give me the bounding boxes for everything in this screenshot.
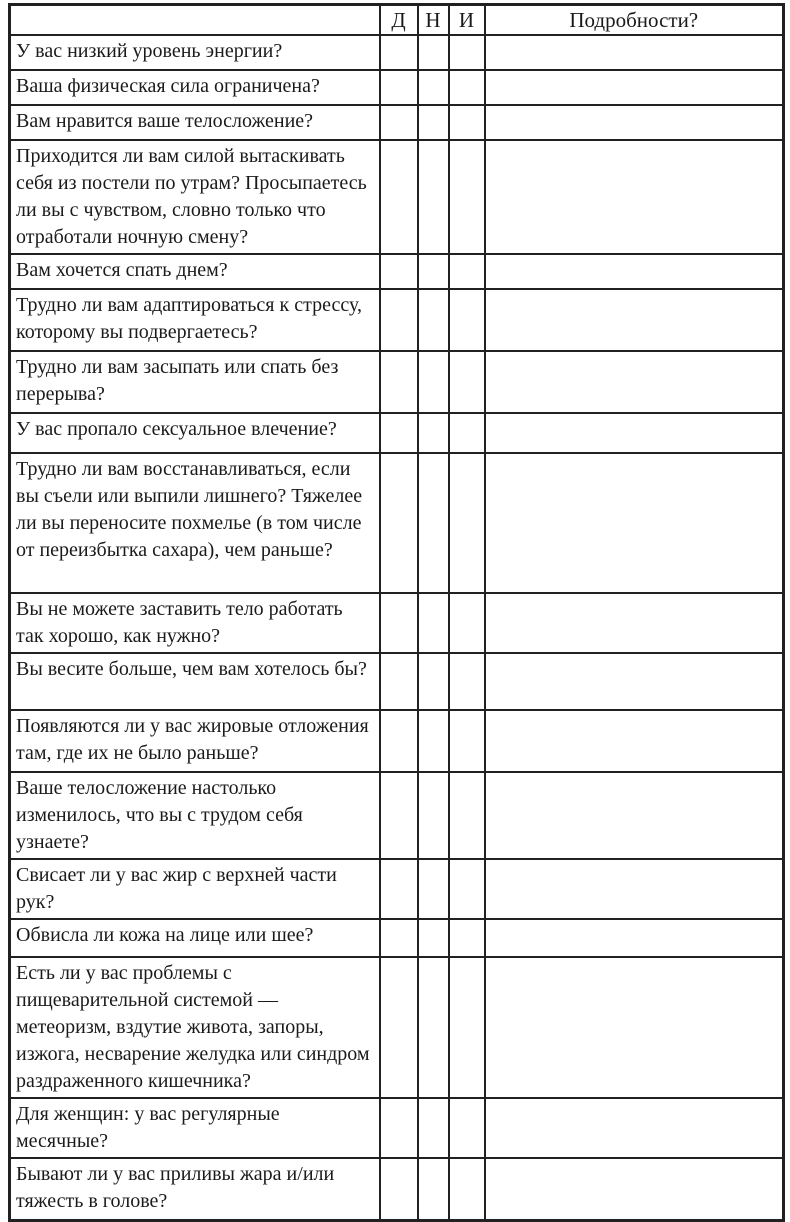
details-cell [485,957,784,1098]
question-cell: Свисает ли у вас жир с верхней части рук? [10,859,380,919]
details-cell [485,351,784,413]
yes-cell [380,254,418,289]
yes-cell [380,772,418,859]
question-cell: Ваша физическая сила ограничена? [10,70,380,105]
details-cell [485,1098,784,1158]
no-cell [418,593,449,653]
header-col-no: Н [418,5,449,36]
no-cell [418,859,449,919]
sometimes-cell [449,653,485,710]
yes-cell [380,140,418,254]
no-cell [418,772,449,859]
no-cell [418,1158,449,1220]
sometimes-cell [449,1158,485,1220]
sometimes-cell [449,35,485,70]
question-cell: Появляются ли у вас жировые отложения там, где их не было раньше? [10,710,380,772]
details-cell [485,593,784,653]
yes-cell [380,289,418,351]
table-row [10,453,784,593]
yes-cell [380,453,418,593]
details-cell [485,140,784,254]
sometimes-cell [449,254,485,289]
table-row [10,957,784,1098]
table-row [10,772,784,859]
sometimes-cell [449,289,485,351]
yes-cell [380,105,418,140]
table-row [10,413,784,453]
header-row [10,5,784,36]
no-cell [418,653,449,710]
table-row [10,351,784,413]
question-cell: Для женщин: у вас регулярные месячные? [10,1098,380,1158]
yes-cell [380,1158,418,1220]
yes-cell [380,351,418,413]
yes-cell [380,1098,418,1158]
sometimes-cell [449,413,485,453]
question-cell: Есть ли у вас проблемы с пищеварительной системой — метеоризм, вздутие живота, запоры, изжога, несварение желудка или синдром раздраженного кишечника? [10,957,380,1098]
table-row [10,859,784,919]
no-cell [418,351,449,413]
table-row [10,919,784,957]
yes-cell [380,35,418,70]
header-question-blank [10,5,380,36]
table-row [10,140,784,254]
no-cell [418,254,449,289]
details-cell [485,289,784,351]
yes-cell [380,919,418,957]
no-cell [418,105,449,140]
details-cell [485,105,784,140]
table-row [10,1158,784,1220]
question-cell: Трудно ли вам восстанавливаться, если вы съели или выпили лишнего? Тяжелее ли вы переносите похмелье (в том числе от переизбытка сахара), чем раньше? [10,453,380,593]
header-col-details: Подробности? [485,5,784,36]
table-row [10,105,784,140]
question-cell: Вам хочется спать днем? [10,254,380,289]
sometimes-cell [449,1098,485,1158]
yes-cell [380,593,418,653]
table-row [10,70,784,105]
details-cell [485,710,784,772]
question-cell: Приходится ли вам силой вытаскивать себя из постели по утрам? Просыпаетесь ли вы с чувством, словно только что отработали ночную смену? [10,140,380,254]
details-cell [485,653,784,710]
table-row [10,35,784,70]
yes-cell [380,70,418,105]
details-cell [485,919,784,957]
question-cell: У вас пропало сексуальное влечение? [10,413,380,453]
yes-cell [380,957,418,1098]
details-cell [485,453,784,593]
sometimes-cell [449,140,485,254]
no-cell [418,919,449,957]
table-row [10,1098,784,1158]
question-cell: Бывают ли у вас приливы жара и/или тяжесть в голове? [10,1158,380,1220]
header-col-yes: Д [380,5,418,36]
no-cell [418,289,449,351]
question-cell: Вам нравится ваше телосложение? [10,105,380,140]
table-row [10,653,784,710]
no-cell [418,70,449,105]
no-cell [418,1098,449,1158]
question-cell: У вас низкий уровень энергии? [10,35,380,70]
no-cell [418,453,449,593]
sometimes-cell [449,957,485,1098]
no-cell [418,35,449,70]
table-row [10,254,784,289]
sometimes-cell [449,453,485,593]
details-cell [485,772,784,859]
yes-cell [380,859,418,919]
questionnaire-table [8,3,785,1222]
question-cell: Вы весите больше, чем вам хотелось бы? [10,653,380,710]
yes-cell [380,710,418,772]
no-cell [418,140,449,254]
question-cell: Ваше телосложение настолько изменилось, что вы с трудом себя узнаете? [10,772,380,859]
details-cell [485,413,784,453]
no-cell [418,710,449,772]
details-cell [485,1158,784,1220]
table-row [10,593,784,653]
sometimes-cell [449,593,485,653]
details-cell [485,35,784,70]
question-cell: Трудно ли вам адаптироваться к стрессу, которому вы подвергаетесь? [10,289,380,351]
no-cell [418,957,449,1098]
question-cell: Трудно ли вам засыпать или спать без перерыва? [10,351,380,413]
table-row [10,289,784,351]
question-cell: Обвисла ли кожа на лице или шее? [10,919,380,957]
details-cell [485,254,784,289]
sometimes-cell [449,351,485,413]
no-cell [418,413,449,453]
details-cell [485,70,784,105]
sometimes-cell [449,70,485,105]
details-cell [485,859,784,919]
sometimes-cell [449,105,485,140]
yes-cell [380,653,418,710]
sometimes-cell [449,710,485,772]
yes-cell [380,413,418,453]
sometimes-cell [449,772,485,859]
question-cell: Вы не можете заставить тело работать так хорошо, как нужно? [10,593,380,653]
header-col-sometimes: И [449,5,485,36]
sometimes-cell [449,919,485,957]
table-row [10,710,784,772]
sometimes-cell [449,859,485,919]
